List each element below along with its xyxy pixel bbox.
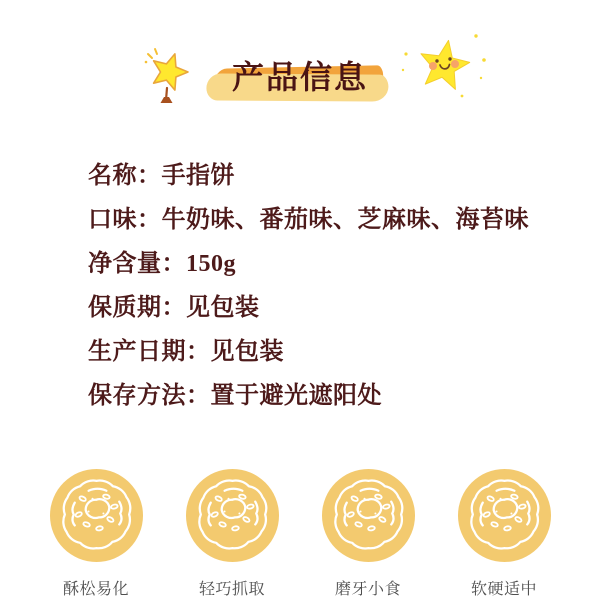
- feature-label: 轻巧抓取: [198, 581, 265, 598]
- detail-value: 见包装: [186, 295, 260, 321]
- biscuit-donut-icon: [49, 468, 144, 563]
- feature-crispy: [48, 468, 144, 599]
- biscuit-donut-icon: [457, 468, 552, 563]
- detail-separator: ：: [161, 295, 186, 321]
- detail-label: 口味: [88, 207, 137, 233]
- feature-teething-snack: [320, 468, 416, 599]
- detail-row-production-date: [88, 340, 578, 364]
- smiling-star-icon: [398, 30, 490, 110]
- detail-row-storage: [88, 384, 578, 408]
- detail-value: 150g: [186, 251, 236, 277]
- detail-label: 净含量: [88, 251, 162, 277]
- feature-row: [0, 468, 600, 599]
- detail-label: 保质期: [88, 295, 162, 321]
- detail-label: 保存方法: [88, 383, 186, 409]
- detail-value: 见包装: [210, 339, 284, 365]
- detail-row-net-content: [88, 252, 578, 276]
- page-title: 产品信息: [231, 59, 368, 95]
- biscuit-donut-icon: [185, 468, 280, 563]
- feature-label: 软硬适中: [470, 581, 537, 598]
- detail-separator: ：: [137, 163, 162, 189]
- detail-value: 置于避光遮阳处: [210, 383, 382, 409]
- feature-texture: [456, 468, 552, 599]
- feature-easy-grip: [184, 468, 280, 599]
- detail-value: 牛奶味、番茄味、芝麻味、海苔味: [161, 207, 529, 233]
- detail-separator: ：: [186, 339, 211, 365]
- product-details: [88, 164, 578, 428]
- detail-row-flavor: [88, 208, 578, 232]
- detail-separator: ：: [161, 251, 186, 277]
- detail-row-shelf-life: [88, 296, 578, 320]
- detail-row-name: [88, 164, 578, 188]
- detail-label: 名称: [88, 163, 137, 189]
- detail-value: 手指饼: [161, 163, 235, 189]
- feature-label: 磨牙小食: [334, 581, 401, 598]
- biscuit-donut-icon: [321, 468, 416, 563]
- header: [0, 0, 600, 130]
- feature-label: 酥松易化: [62, 581, 129, 598]
- detail-label: 生产日期: [88, 339, 186, 365]
- detail-separator: ：: [137, 207, 162, 233]
- detail-separator: ：: [186, 383, 211, 409]
